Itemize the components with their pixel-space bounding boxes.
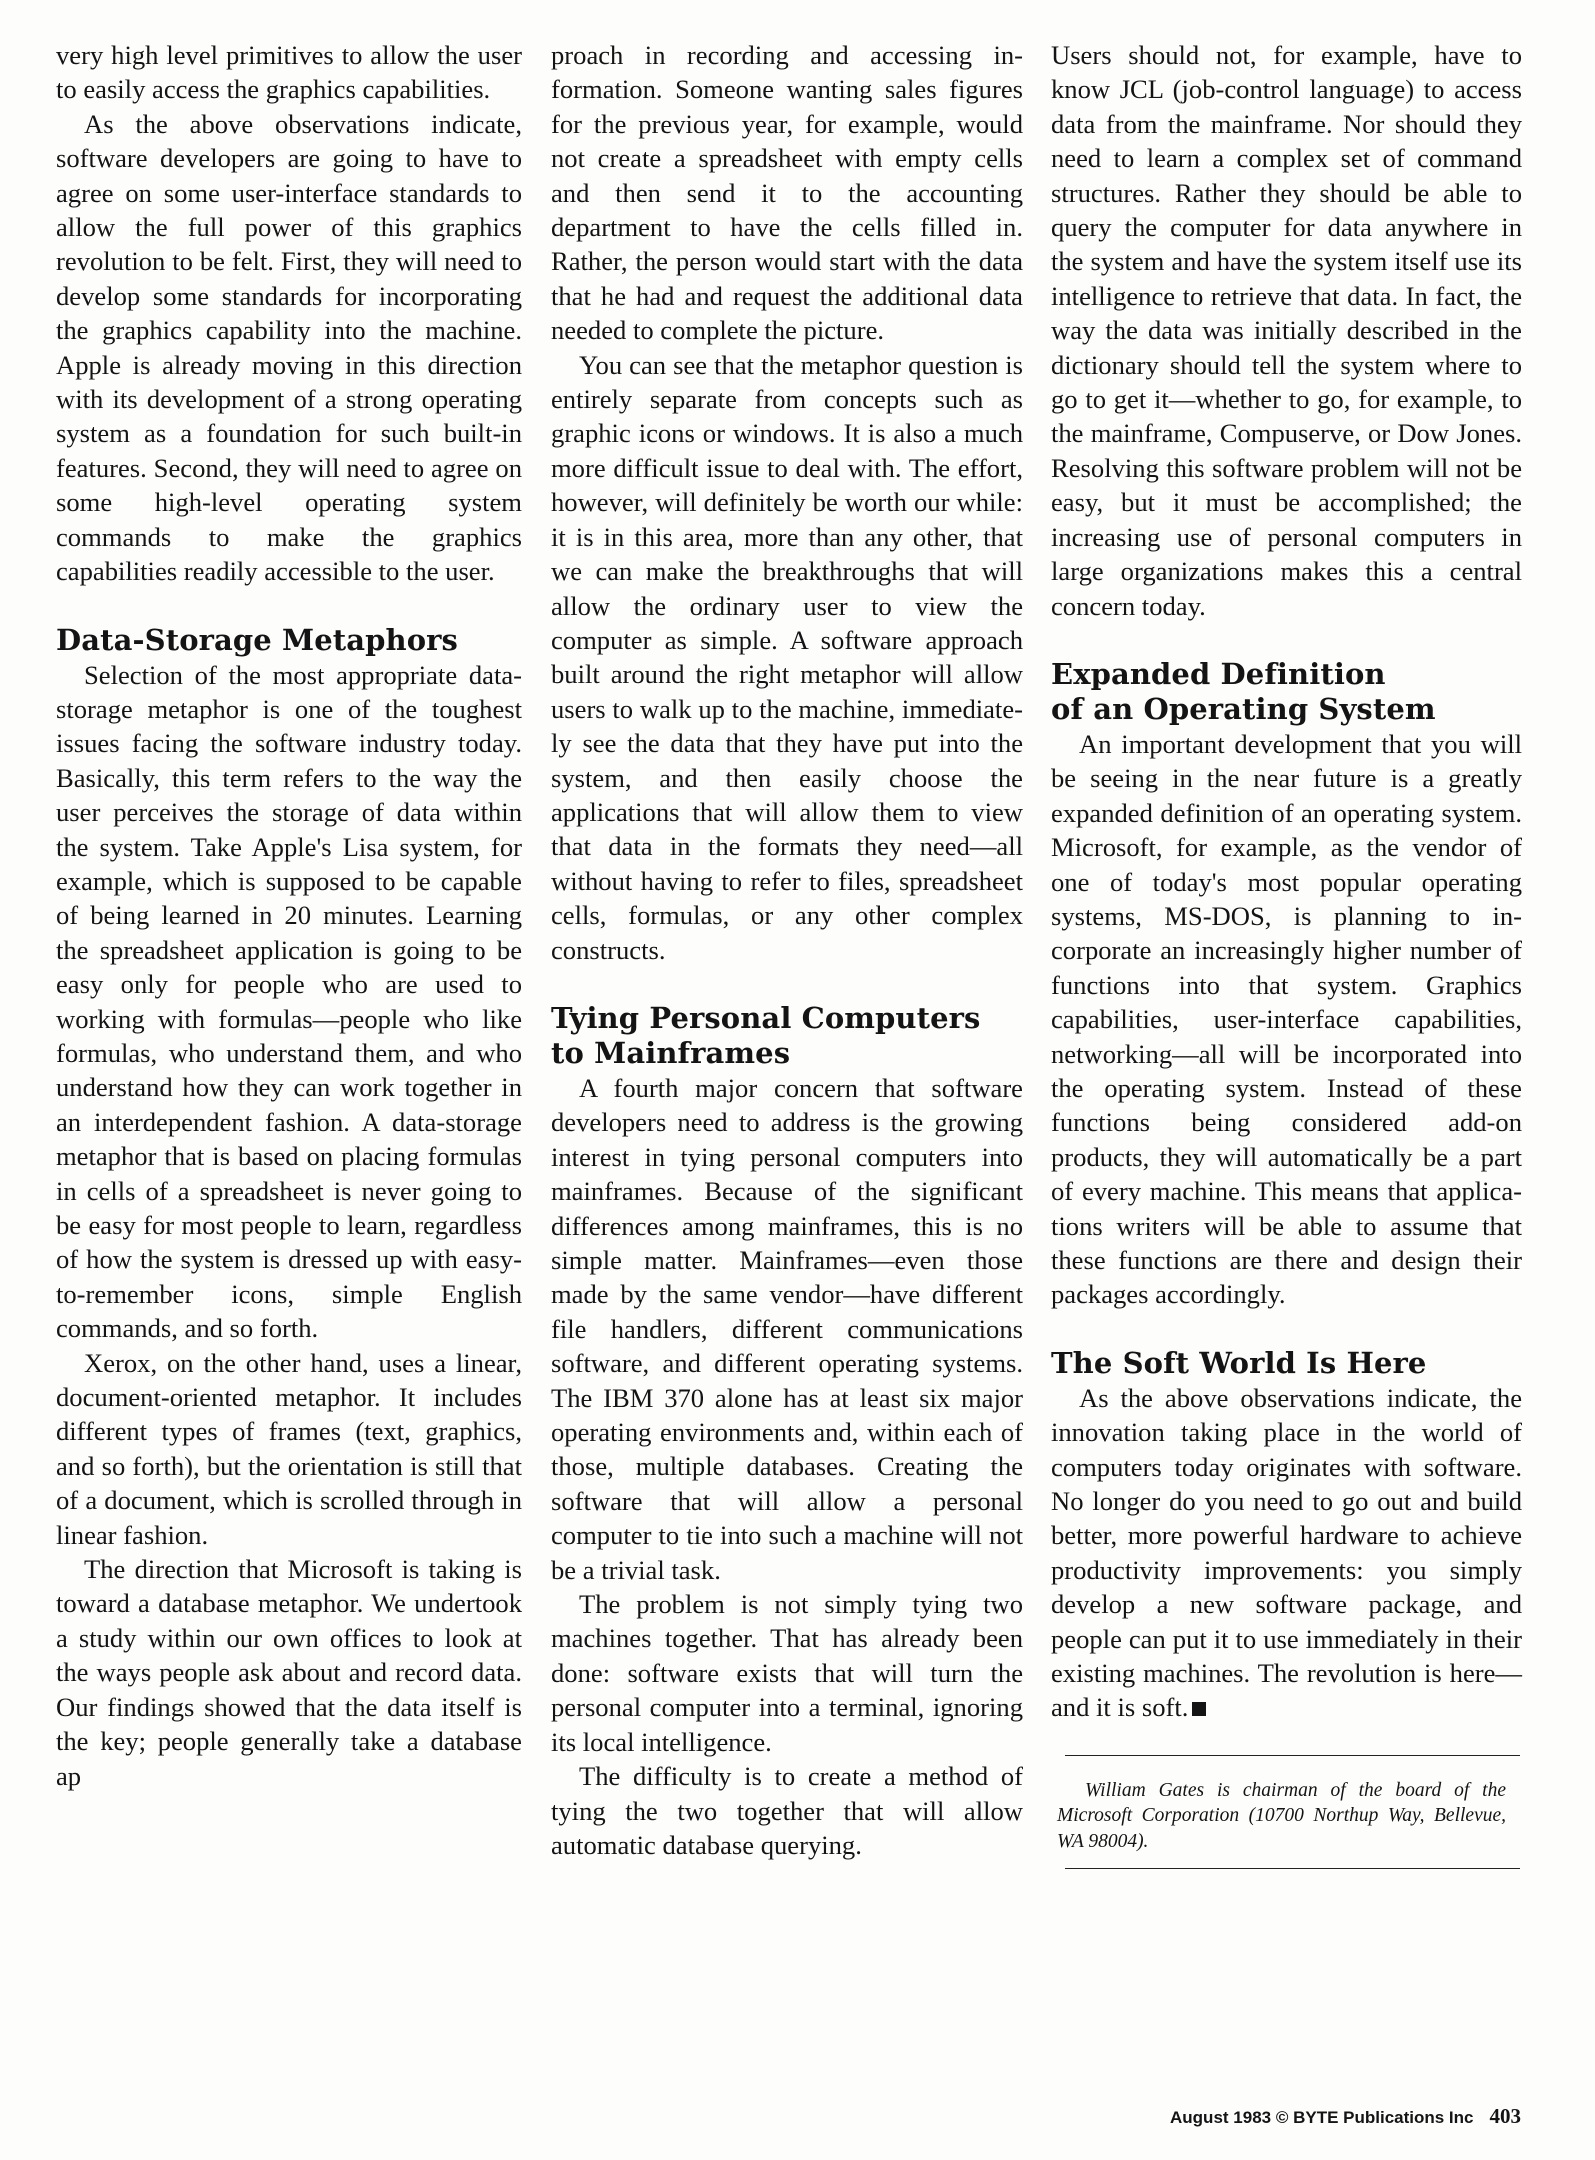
paragraph-text: As the above observations indicate, the innovation taking place in the world of computers today originates with software. No longer do you need to go out and build better, more powerful hardware to achieve productivity improvements: you simply develop a new software package, and people can put it to use immediately in their existing machines. The revolution is here—and it is soft. <box>1051 1382 1522 1723</box>
paragraph: An important development that you will be seeing in the near future is a greatly expanded definition of an operating system. Microsoft, for example, as the vendor of one of today's most popular operating systems, MS-DOS, is planning to incorporate an increasingly higher number of functions into that system. Graphics capabilities, user-interface capabilities, networking—all will be incorporated into the operating system. Instead of these functions being considered add-on products, they will automatically be a part of every machine. This means that applications writers will be able to assume that these functions are there and design their packages accordingly. <box>1051 728 1522 1310</box>
column-2 <box>551 38 1023 1862</box>
divider <box>1065 1868 1520 1869</box>
paragraph: The difficulty is to create a method of tying the two together that will allow automatic database querying. <box>551 1761 1023 1860</box>
paragraph <box>1051 1381 1522 1725</box>
section-heading: The Soft World Is Here <box>1051 1345 1427 1380</box>
issue-credit: August 1983 © BYTE Publications Inc <box>1170 2108 1474 2127</box>
paragraph: Selection of the most appropriate data-storage metaphor is one of the toughest issues facing the software industry today. Basically, this term refers to the way the user perceives the storage of data within the system. Take Apple's Lisa system, for example, which is supposed to be capable of being learned in 20 minutes. Learning the spreadsheet application is going to be easy only for people who are used to working with formulas—people who like formulas, who understand them, and who understand how they can work together in an interdependent fashion. A data-storage metaphor that is based on placing formulas in cells of a spreadsheet is never going to be easy for most people to learn, regardless of how the system is dressed up with easy-to-remember icons, simple English commands, and so forth. <box>56 659 522 1344</box>
column-1 <box>56 38 522 1793</box>
paragraph: A fourth major concern that software developers need to address is the growing interest in tying personal computers into mainframes. Because of the significant differences among mainframes, this is no simple matter. Mainframes—even those made by the same vendor—have different file handlers, different communications software, and different operating systems. The IBM 370 alone has at least six major operating environments and, within each of those, multiple databases. Creating the software that will allow a personal computer to tie into such a machine will not be a trivial task. <box>551 1072 1023 1585</box>
paragraph: The problem is not simply tying two machines together. That has already been done: software exists that will turn the personal computer into a terminal, ignoring its local intelligence. <box>551 1589 1023 1757</box>
paragraph: proach in recording and accessing information. Someone wanting sales figures for the previous year, for example, would not create a spreadsheet with empty cells and then send it to the accounting department to have the cells filled in. Rather, the person would start with the data that he had and request the additional data needed to complete the picture. <box>551 40 1023 346</box>
column-3 <box>1051 38 1522 1869</box>
page-number: 403 <box>1489 2104 1521 2128</box>
section-heading <box>551 967 1023 1071</box>
section-heading-line: Expanded Definition <box>1051 656 1386 691</box>
section-heading-line: Tying Personal Computers <box>551 1000 981 1035</box>
section-heading <box>1051 623 1522 727</box>
paragraph: You can see that the metaphor question is entirely separate from concepts such as graphic icons or windows. It is also a much more difficult issue to deal with. The effort, however, will definitely be worth our while: it is in this area, more than any other, that we can make the breakthroughs that will allow the ordinary user to view the computer as simple. A software approach built around the right metaphor will allow users to walk up to the machine, immediately see the data that they have put into the system, and then easily choose the applications that will allow them to view that data in the formats they need—all without having to refer to files, spreadsheet cells, formulas, or any other complex constructs. <box>551 349 1023 965</box>
section-heading-line: to Mainframes <box>551 1035 791 1070</box>
paragraph: As the above observations indicate, software developers are going to have to agree on some user-interface standards to allow the full power of this graphics revolution to be felt. First, they will need to develop some standards for incorporating the graphics capability into the machine. Apple is already moving in this direction with its development of a strong operating system as a foundation for such built-in features. Second, they will need to agree on some high-level operating system commands to make the graphics capabilities readily accessible to the user. <box>56 108 522 587</box>
paragraph: The direction that Microsoft is taking is toward a database metaphor. We undertook a study within our own offices to look at the ways people ask about and record data. Our findings showed that the data itself is the key; people generally take a database ap <box>56 1554 522 1791</box>
section-heading: Data-Storage Metaphors <box>56 622 458 657</box>
author-bio: William Gates is chairman of the board of the Microsoft Corporation (10700 Northup Way, Bellevue, WA 98004). <box>1057 1779 1506 1852</box>
end-of-article-mark <box>1192 1702 1206 1716</box>
page-footer <box>1170 2104 1521 2129</box>
paragraph: Users should not, for example, have to know JCL (job-control language) to access data from the mainframe. Nor should they need to learn a complex set of command structures. Rather they should be able to query the computer for data anywhere in the system and have the system itself use its intelligence to retrieve that data. In fact, the way the data was initially described in the dictionary should tell the system where to go to get it—whether to go, for example, to the mainframe, Compuserve, or Dow Jones. Resolving this software problem will not be easy, but it must be accomplished; the increasing use of personal computers in large organizations makes this a central concern today. <box>1051 40 1522 621</box>
section-heading-line: of an Operating System <box>1051 691 1436 726</box>
paragraph: very high level primitives to allow the user to easily access the graphics capabilities. <box>56 40 522 105</box>
paragraph: Xerox, on the other hand, uses a linear, document-oriented metaphor. It includes different types of frames (text, graphics, and so forth), but the orientation is still that of a document, which is scrolled through in linear fashion. <box>56 1347 522 1550</box>
